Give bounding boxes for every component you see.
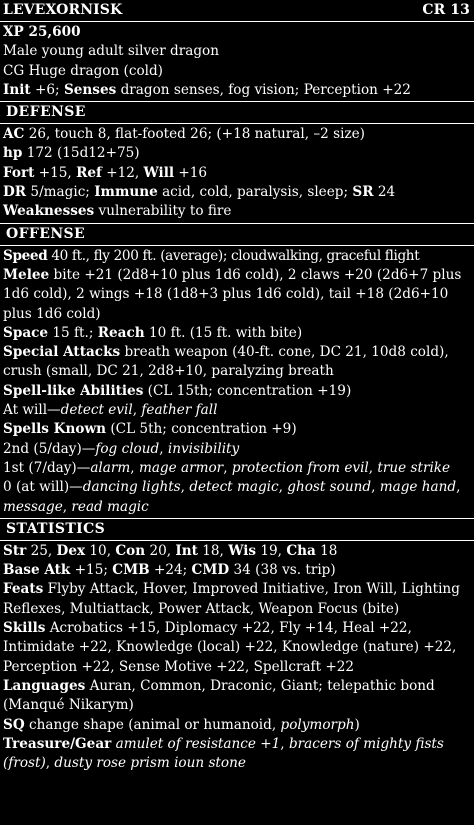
wis-value: 19, [256, 542, 287, 559]
spell-mage-armor: mage armor [138, 459, 224, 476]
sq-line [3, 716, 471, 735]
defense-block [0, 125, 474, 221]
dex-label: Dex [56, 542, 86, 559]
space-reach-line [3, 324, 471, 343]
senses-label: Senses [63, 81, 117, 98]
offense-top-rule [0, 223, 474, 224]
con-label: Con [115, 542, 146, 559]
spell-like-line [3, 382, 471, 401]
space-value: 15 ft.; [48, 324, 98, 341]
spell-alarm: alarm [90, 459, 131, 476]
intro-block [0, 23, 474, 100]
will-value: +16 [174, 164, 208, 181]
dr-line [3, 183, 471, 202]
weaknesses-line [3, 202, 471, 221]
dr-value: 5/magic; [26, 184, 95, 201]
ac-value: 26, touch 8, flat-footed 26; (+18 natural, –2 size) [24, 126, 365, 143]
treasure-gear-label: Treasure/Gear [3, 735, 112, 752]
base-attack-value: +15; [70, 562, 113, 579]
offense-bottom-rule [0, 245, 474, 246]
second-level-prefix: 2nd (5/day)— [3, 440, 96, 457]
comma: , [130, 459, 139, 476]
defense-bottom-rule [0, 123, 474, 124]
first-level-prefix: 1st (7/day)— [3, 459, 91, 476]
statistics-header: STATISTICS [6, 520, 106, 537]
zero-level-line [3, 478, 471, 517]
second-level-line [3, 440, 471, 459]
offense-block [0, 247, 474, 517]
special-attacks-label: Special Attacks [3, 344, 121, 361]
comma: , [368, 459, 378, 476]
at-will-prefix: At will— [3, 402, 61, 419]
str-label: Str [3, 542, 27, 559]
speed-line [3, 247, 471, 266]
languages-line [3, 677, 471, 716]
speed-value: 40 ft., fly 200 ft. (average); cloudwalking, graceful flight [47, 247, 420, 264]
comma: , [223, 459, 232, 476]
type-line: CG Huge dragon (cold) [3, 62, 163, 79]
senses-value: dragon senses, fog vision; Perception +22 [116, 81, 411, 98]
sq-value: change shape (animal or humanoid, [24, 716, 281, 733]
title-divider [0, 21, 474, 22]
languages-value: Auran, Common, Draconic, Giant; telepathic bond (Manqué Nikarym) [3, 677, 435, 714]
ac-label: AC [3, 126, 25, 143]
skills-line [3, 619, 471, 677]
melee-line [3, 266, 471, 324]
statistics-top-rule [0, 518, 474, 519]
int-value: 18, [197, 542, 229, 559]
comma: , [159, 440, 168, 457]
defense-header: DEFENSE [6, 104, 86, 121]
stat-block-title [0, 0, 474, 20]
spell-feather-fall: feather fall [141, 402, 218, 419]
spell-detect-evil: detect evil [60, 402, 133, 419]
cha-label: Cha [286, 542, 316, 559]
spell-ghost-sound: ghost sound [287, 479, 372, 496]
statistics-bottom-rule [0, 540, 474, 541]
str-value: 25, [26, 542, 57, 559]
reach-value: 10 ft. (15 ft. with bite) [144, 324, 303, 341]
base-attack-label: Base Atk [3, 562, 71, 579]
gear-bracers: bracers of mighty fists (frost) [3, 735, 444, 772]
con-value: 20, [145, 542, 176, 559]
spell-true-strike: true strike [377, 459, 451, 476]
cmd-value: 34 (38 vs. trip) [229, 562, 336, 579]
comma: , [278, 479, 288, 496]
statistics-block [0, 542, 474, 774]
languages-label: Languages [3, 677, 86, 694]
hp-line [3, 144, 471, 163]
wis-label: Wis [228, 542, 257, 559]
spell-mage-hand: mage hand [379, 479, 457, 496]
creature-name: LEVEXORNISK [3, 2, 123, 18]
special-attacks-value: breath weapon (40-ft. cone, DC 21, 10d8 cold), crush (small, DC 21, 2d8+10, paralyzing breath [3, 344, 449, 380]
dex-value: 10, [85, 542, 116, 559]
ref-value: +12, [101, 164, 144, 181]
spell-protection-from-evil: protection from evil [231, 459, 369, 476]
fort-value: +15, [34, 164, 77, 181]
skills-label: Skills [3, 620, 46, 637]
comma: , [180, 479, 190, 496]
zero-level-prefix: 0 (at will)— [3, 479, 83, 496]
feats-label: Feats [3, 581, 44, 598]
init-senses-line [3, 81, 471, 100]
spell-message: message [3, 498, 63, 515]
comma: , [62, 498, 72, 515]
first-level-line [3, 459, 471, 478]
spell-read-magic: read magic [71, 498, 149, 515]
int-label: Int [175, 542, 198, 559]
xp-value: XP 25,600 [3, 24, 81, 40]
combat-line [3, 561, 471, 580]
dr-label: DR [3, 184, 27, 201]
spell-like-label: Spell-like Abilities [3, 382, 144, 399]
init-value: +6; [30, 81, 64, 98]
spell-like-value: (CL 15th; concentration +19) [143, 382, 352, 399]
space-label: Space [3, 324, 49, 341]
spell-fog-cloud: fog cloud [95, 440, 160, 457]
sq-label: SQ [3, 716, 25, 733]
special-attacks-line [3, 343, 471, 382]
will-label: Will [143, 164, 175, 181]
cmb-label: CMB [112, 562, 150, 579]
melee-label: Melee [3, 266, 50, 283]
gear-ioun-stone: dusty rose prism ioun stone [54, 755, 246, 772]
challenge-rating: CR 13 [422, 2, 470, 18]
feats-value: Flyby Attack, Hover, Improved Initiative, Iron Will, Lighting Reflexes, Multiattack, Power Attack, Weapon Focus (bite) [3, 581, 460, 617]
cmb-value: +24; [149, 562, 192, 579]
comma: , [456, 479, 461, 496]
ac-line [3, 125, 471, 144]
immune-label: Immune [94, 184, 158, 201]
speed-label: Speed [3, 247, 48, 264]
weaknesses-label: Weaknesses [3, 203, 95, 220]
saves-line [3, 164, 471, 183]
sr-label: SR [352, 184, 374, 201]
comma: , [280, 735, 289, 752]
spell-invisibility: invisibility [167, 440, 240, 457]
ref-label: Ref [76, 164, 102, 181]
comma: , [371, 479, 380, 496]
gear-amulet: amulet of resistance +1 [115, 735, 281, 752]
spells-known-line [3, 420, 471, 439]
comma: , [132, 402, 142, 419]
spell-detect-magic: detect magic [189, 479, 279, 496]
treasure-gear-line [3, 735, 471, 774]
feats-line [3, 580, 471, 619]
weaknesses-value: vulnerability to fire [94, 203, 232, 220]
cmd-label: CMD [191, 562, 230, 579]
skills-value: Acrobatics +15, Diplomacy +22, Fly +14, Heal +22, Intimidate +22, Knowledge (local) +22, Knowledge (nature) +22, Perception +22, Sense Motive +22, Spellcraft +22 [3, 620, 457, 675]
sq-end: ) [354, 716, 360, 733]
comma: , [45, 755, 55, 772]
fort-label: Fort [3, 164, 35, 181]
init-label: Init [3, 81, 31, 98]
offense-header: OFFENSE [6, 225, 86, 242]
melee-value: bite +21 (2d8+10 plus 1d6 cold), 2 claws +20 (2d6+7 plus 1d6 cold), 2 wings +18 (1d8+3 plus 1d6 cold), tail +18 (2d6+10 plus 1d6 cold) [3, 266, 462, 322]
hp-label: hp [3, 145, 23, 162]
sq-polymorph: polymorph [280, 716, 355, 733]
defense-top-rule [0, 101, 474, 102]
spell-dancing-lights: dancing lights [82, 479, 181, 496]
spells-known-label: Spells Known [3, 421, 107, 438]
cha-value: 18 [315, 542, 338, 559]
sr-value: 24 [373, 184, 396, 201]
at-will-line [3, 401, 471, 420]
race-line: Male young adult silver dragon [3, 43, 219, 60]
ability-scores-line [3, 542, 471, 561]
spells-known-value: (CL 5th; concentration +9) [106, 421, 297, 438]
reach-label: Reach [97, 324, 145, 341]
hp-value: 172 (15d12+75) [22, 145, 140, 162]
immune-value: acid, cold, paralysis, sleep; [157, 184, 353, 201]
